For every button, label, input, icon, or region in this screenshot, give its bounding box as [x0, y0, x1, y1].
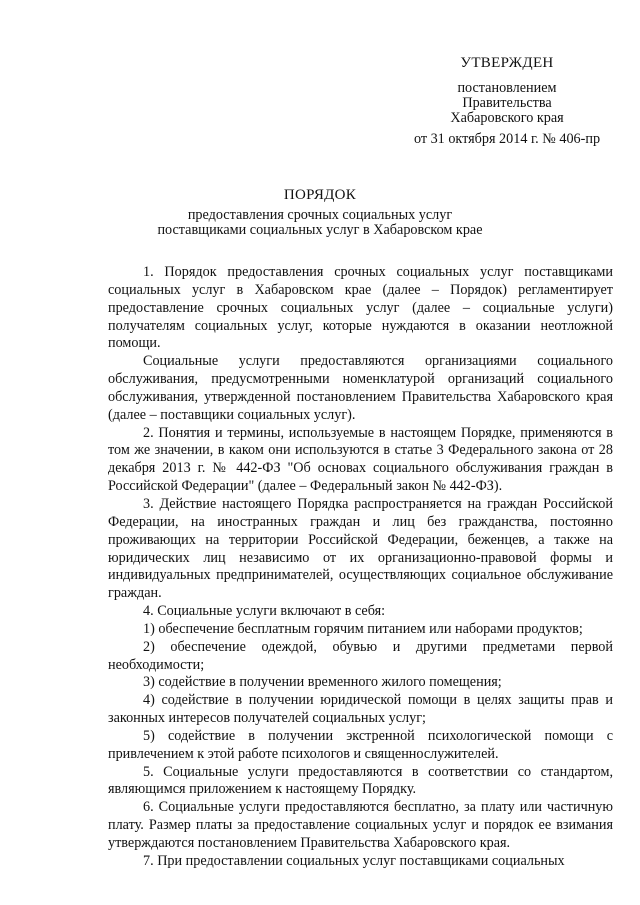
paragraph-2: 2. Понятия и термины, используемые в настоящем Порядке, применяются в том же значении, в каком они используются в статье 3 Федерального закона от 28 декабря 2013 г. № 442-ФЗ "Об основах социального обслуживания граждан в Российской Федерации" (далее – Федеральный закон № 442-ФЗ). [108, 424, 613, 495]
document-body [108, 264, 613, 871]
subtitle-line-2: поставщиками социальных услуг в Хабаровском крае [157, 222, 483, 238]
document-title: ПОРЯДОК [283, 187, 357, 203]
document-subtitle [0, 208, 640, 238]
list-item-5: 5) содействие в получении экстренной психологической помощи с привлечением к этой работе психологов и священнослужителей. [108, 727, 613, 762]
list-item-1: 1) обеспечение бесплатным горячим питанием или наборами продуктов; [143, 620, 583, 637]
list-item-2: 2) обеспечение одеждой, обувью и другими предметами первой необходимости; [108, 638, 613, 673]
approval-block [400, 56, 614, 147]
paragraph-1-cont: Социальные услуги предоставляются организациями социального обслуживания, предусмотренными номенклатурой организаций социального обслуживания, утвержденной постановлением Правительства Хабаровского края (далее – поставщики социальных услуг). [108, 353, 613, 423]
approval-line-2: Правительства [462, 95, 552, 111]
subtitle-line-1: предоставления срочных социальных услуг [187, 207, 453, 223]
approval-line-3: Хабаровского края [450, 110, 564, 126]
paragraph-1: 1. Порядок предоставления срочных социальных услуг поставщиками социальных услуг в Хабаровском крае (далее – Порядок) регламентирует предоставление срочных социальных услуг (далее – социальные услуги) получателям социальных услуг, которые нуждаются в оказании неотложной помощи. [108, 264, 613, 352]
paragraph-4: 4. Социальные услуги включают в себя: [143, 603, 386, 620]
paragraph-7: 7. При предоставлении социальных услуг поставщиками социальных [143, 852, 565, 869]
list-item-3: 3) содействие в получении временного жилого помещения; [143, 674, 502, 691]
paragraph-3: 3. Действие настоящего Порядка распространяется на граждан Российской Федерации, на иностранных граждан и лиц без гражданства, постоянно проживающих на территории Российской Федерации, беженцев, а также на юридических лиц независимо от их организационно-правовой формы и индивидуальных предпринимателей, осуществляющих социальное обслуживание граждан. [108, 495, 613, 602]
approval-line-1: постановлением [457, 80, 557, 96]
approval-title: УТВЕРЖДЕН [460, 55, 554, 71]
list-item-4: 4) содействие в получении юридической помощи в целях защиты прав и законных интересов получателей социальных услуг; [108, 692, 613, 727]
paragraph-5: 5. Социальные услуги предоставляются в соответствии со стандартом, являющимся приложением к настоящему Порядку. [108, 763, 613, 798]
paragraph-6: 6. Социальные услуги предоставляются бесплатно, за плату или частичную плату. Размер платы за предоставление социальных услуг и порядок ее взимания утверждаются постановлением Правительства Хабаровского края. [108, 799, 613, 851]
approval-date: от 31 октября 2014 г. № 406-пр [413, 131, 601, 147]
